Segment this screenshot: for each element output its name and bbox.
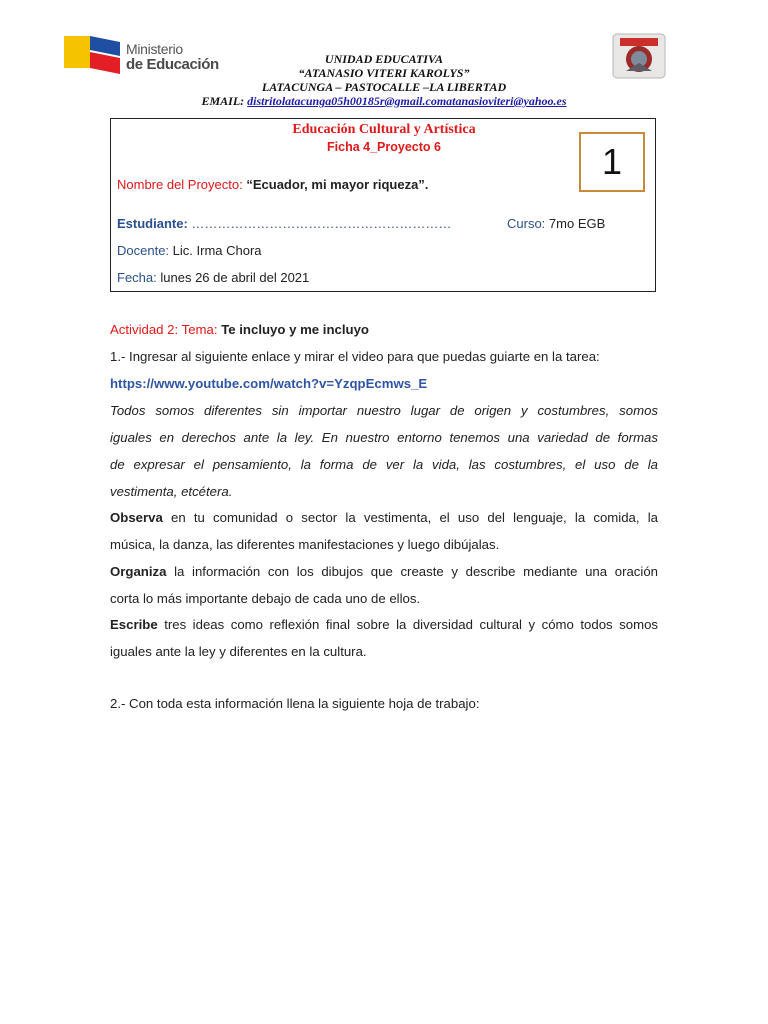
observa-word: Observa — [110, 510, 163, 525]
project-value: “Ecuador, mi mayor riqueza”. — [246, 177, 429, 192]
organiza-word: Organiza — [110, 564, 167, 579]
logo-text-educacion: de Educación — [126, 56, 219, 73]
date-value: lunes 26 de abril del 2021 — [160, 270, 310, 285]
escribe-line-1 — [110, 611, 658, 638]
student-label: Estudiante: — [117, 216, 188, 231]
italic-line-1: Todos somos diferentes sin importar nuestro lugar de origen y costumbres, somos — [110, 403, 658, 418]
activity-title: Te incluyo y me incluyo — [221, 322, 369, 337]
info-box — [110, 118, 656, 292]
observa-line-2: música, la danza, las diferentes manifestaciones y luego dibújalas. — [110, 537, 500, 552]
italic-line-2: iguales en derechos ante la ley. En nuestro entorno tenemos una variedad de formas — [110, 430, 658, 445]
student-value: …………………………………………………… — [191, 216, 452, 231]
step-2: 2.- Con toda esta información llena la siguiente hoja de trabajo: — [110, 696, 480, 711]
school-name: “ATANASIO VITERI KAROLYS” — [298, 66, 470, 80]
ficha-title: Ficha 4_Proyecto 6 — [327, 140, 441, 154]
course-row — [507, 216, 605, 231]
activity-label: Actividad 2: Tema: — [110, 322, 218, 337]
video-link[interactable]: https://www.youtube.com/watch?v=YzqpEcmws_E — [110, 376, 428, 391]
project-row — [117, 177, 428, 192]
date-row — [117, 270, 309, 285]
subject-title: Educación Cultural y Artística — [292, 122, 476, 137]
logo-text-ministerio: Ministerio — [126, 41, 183, 57]
email-label: EMAIL: — [201, 94, 245, 108]
school-email-line — [0, 94, 768, 108]
organiza-line-2: corta lo más importante debajo de cada uno de ellos. — [110, 591, 421, 606]
activity-heading — [110, 316, 658, 343]
observa-text-1: en tu comunidad o sector la vestimenta, el uso del lenguaje, la comida, la — [171, 510, 658, 525]
step-1: 1.- Ingresar al siguiente enlace y mirar el video para que puedas guiarte en la tarea: — [110, 349, 600, 364]
italic-line-4: vestimenta, etcétera. — [110, 484, 233, 499]
course-value: 7mo EGB — [548, 216, 606, 231]
email-link[interactable]: distritolatacunga05h00185r@gmail.comatanasioviteri@yahoo.es — [247, 94, 567, 108]
teacher-label: Docente: — [117, 243, 170, 258]
school-location: LATACUNGA – PASTOCALLE –LA LIBERTAD — [261, 80, 507, 94]
italic-line-3: de expresar el pensamiento, la forma de ver la vida, las costumbres, el uso de la — [110, 457, 658, 472]
grade-box: 1 — [579, 132, 645, 192]
school-type: UNIDAD EDUCATIVA — [324, 52, 444, 66]
organiza-text-1: la información con los dibujos que creaste y describe mediante una oración — [174, 564, 658, 579]
student-row — [117, 216, 451, 231]
organiza-line-1 — [110, 558, 658, 585]
escribe-text-1: tres ideas como reflexión final sobre la diversidad cultural y cómo todos somos — [164, 617, 658, 632]
escribe-word: Escribe — [110, 617, 158, 632]
teacher-value: Lic. Irma Chora — [172, 243, 262, 258]
course-label: Curso: — [507, 216, 546, 231]
teacher-row — [117, 243, 262, 258]
escribe-line-2: iguales ante la ley y diferentes en la cultura. — [110, 644, 367, 659]
date-label: Fecha: — [117, 270, 157, 285]
observa-line-1 — [110, 504, 658, 531]
project-label: Nombre del Proyecto: — [117, 177, 243, 192]
